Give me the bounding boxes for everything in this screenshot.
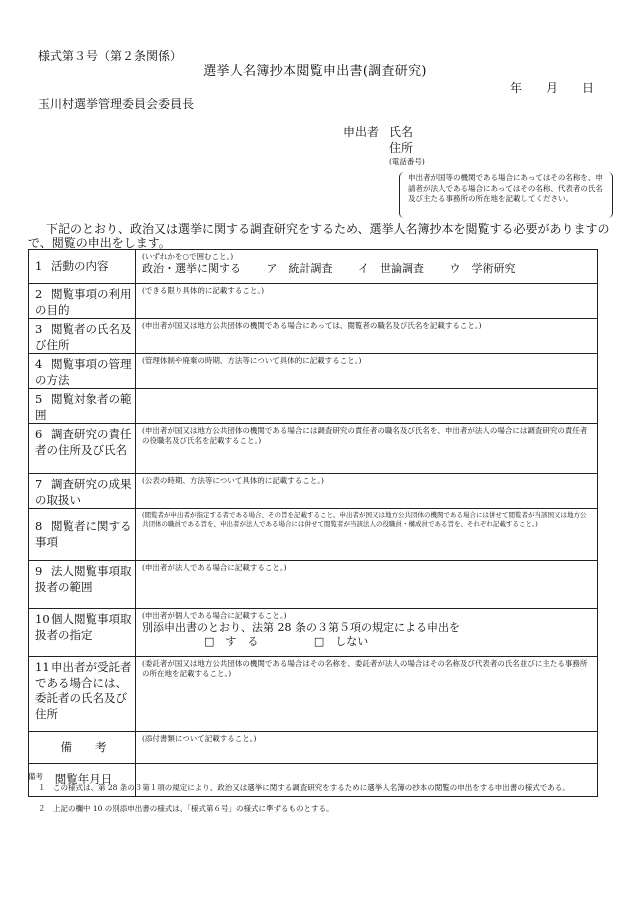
activity-choices <box>142 262 593 276</box>
applicant-address-label: 住所 <box>389 141 414 155</box>
row-label <box>29 509 136 561</box>
form-row-4 <box>29 354 598 389</box>
row-number: 3 <box>35 322 43 336</box>
row-label-text: 個人閲覧事項取扱者の指定 <box>35 612 132 642</box>
form-row-8 <box>29 509 598 561</box>
applicant-phone-label: (電話番号) <box>389 157 425 166</box>
row-label-text: 備 考 <box>60 739 107 754</box>
page-title: 選挙人名簿抄本閲覧申出書(調査研究) <box>203 64 427 79</box>
remarks-item-1: １ この様式は、第 28 条の３第１項の規定により、政治又は選挙に関する調査研究をするために選挙人名簿の抄本の閲覧の申出をする申出書の様式である。 <box>38 783 570 792</box>
applicant-label: 申出者 <box>343 125 380 139</box>
intro-line-2: で、閲覧の申出をします。 <box>28 236 171 250</box>
choice-lead: 政治・選挙に関する <box>142 262 241 275</box>
row-label-text: 法人閲覧事項取扱者の範囲 <box>35 564 132 594</box>
row-label <box>29 732 136 764</box>
row-note: (申出者が国又は地方公共団体の機関である場合には調査研究の責任者の職名及び氏名を、申出者が法人の場合には調査研究の責任者の役職名及び氏名を記載すること。) <box>142 426 588 445</box>
row-label <box>29 609 136 657</box>
choice-opinion-poll[interactable]: イ 世論調査 <box>358 262 424 275</box>
row-label-text: 閲覧年月日 <box>54 772 113 787</box>
row-number: 6 <box>35 427 43 441</box>
date-day-label: 日 <box>582 81 595 95</box>
row-note: (管理体制や廃棄の時期、方法等について具体的に記載すること。) <box>142 356 362 365</box>
bracket-note-text: 申出者が国等の機関である場合にあってはその名称を、申請者が法人である場合にあってはその名称、代表者の氏名及び主たる事務所の所在地を記載してください。 <box>408 173 603 203</box>
proxy-statement: 別添申出書のとおり、法第 28 条の３第５項の規定による申出を <box>142 621 460 634</box>
row-content[interactable] <box>136 561 598 609</box>
row-label-text: 調査研究の成果の取扱い <box>35 477 132 507</box>
date-year-label: 年 <box>510 81 523 95</box>
choice-statistics[interactable]: ア 統計調査 <box>266 262 333 275</box>
row-note: (申出者が法人である場合に記載すること。) <box>142 563 287 572</box>
proxy-options <box>142 635 593 649</box>
form-row-10 <box>29 609 598 657</box>
form-row-7 <box>29 474 598 509</box>
row-label-text: 申出者が受託者である場合には、委託者の氏名及び住所 <box>35 660 132 721</box>
row-number: 2 <box>35 287 43 301</box>
row-content[interactable] <box>136 732 598 764</box>
row-number: 5 <box>35 392 43 406</box>
row-label <box>29 354 136 389</box>
form-row-5 <box>29 389 598 424</box>
row-label-text: 閲覧対象者の範囲 <box>35 392 132 422</box>
form-row-3 <box>29 319 598 354</box>
form-row-9 <box>29 561 598 609</box>
form-row-2 <box>29 284 598 319</box>
row-number: 7 <box>35 477 43 491</box>
row-number: 4 <box>35 357 43 371</box>
row-label-text: 閲覧事項の利用の目的 <box>35 287 132 317</box>
row-label-text: 閲覧者に関する事項 <box>35 519 132 549</box>
row-label <box>29 474 136 509</box>
addressee: 玉川村選挙管理委員会委員長 <box>38 97 195 111</box>
applicant-bracket-note <box>399 172 613 218</box>
option-no-checkbox[interactable]: □ しない <box>313 635 369 648</box>
row-label <box>29 284 136 319</box>
row-label <box>29 250 136 284</box>
remarks-item-2: ２ 上記の欄中 10 の別添申出書の様式は、「様式第６号」の様式に準ずるものとする。 <box>38 804 334 813</box>
row-content[interactable] <box>136 389 598 424</box>
row-content[interactable] <box>136 319 598 354</box>
row-note: (申出者が個人である場合に記載すること。) <box>142 611 287 620</box>
row-label <box>29 389 136 424</box>
choice-academic[interactable]: ウ 学術研究 <box>449 262 516 275</box>
row-label <box>29 657 136 732</box>
row-note: (委託者が国又は地方公共団体の機関である場合はその名称を、委託者が法人の場合はその名称及び代表者の氏名並びに主たる事務所の所在地を記載すること。) <box>142 659 588 678</box>
row-number: 11 <box>35 660 50 674</box>
row-content[interactable] <box>136 657 598 732</box>
row-label-text: 調査研究の責任者の住所及び氏名 <box>35 427 132 457</box>
row-label-text: 閲覧事項の管理の方法 <box>35 357 132 387</box>
row-content[interactable] <box>136 509 598 561</box>
date-month-label: 月 <box>546 81 559 95</box>
application-form-table <box>28 249 598 797</box>
row-content[interactable] <box>136 354 598 389</box>
row-label <box>29 561 136 609</box>
form-number: 様式第３号（第２条関係） <box>38 49 183 63</box>
row-note: (閲覧者が申出者が指定する者である場合、その旨を記載すること。申出者が国又は地方公共団体の機関である場合には併せて閲覧者が当該国又は地方公共団体の職員である旨を、申出者が法人である場合には併せて閲覧者が当該法人の役職員・構成員である旨を、それぞれ記載すること。) <box>142 511 587 528</box>
form-row-1 <box>29 250 598 284</box>
row-number: 10 <box>35 612 50 626</box>
row-label-text: 閲覧者の氏名及び住所 <box>35 322 132 352</box>
form-row-6 <box>29 424 598 474</box>
row-note: (いずれかを○で囲むこと。) <box>142 252 234 261</box>
row-label <box>29 319 136 354</box>
row-label <box>29 424 136 474</box>
row-note: (申出者が国又は地方公共団体の機関である場合にあっては、閲覧者の職名及び氏名を記載すること。) <box>142 321 482 330</box>
form-row-remarks <box>29 732 598 764</box>
row-content[interactable] <box>136 424 598 474</box>
row-content[interactable] <box>136 609 598 657</box>
row-number: 9 <box>35 564 43 578</box>
row-content[interactable] <box>136 284 598 319</box>
row-label-text: 活動の内容 <box>51 258 109 273</box>
row-content[interactable] <box>136 250 598 284</box>
intro-line-1: 下記のとおり、政治又は選挙に関する調査研究をするため、選挙人名簿抄本を閲覧する必要がありますの <box>46 222 610 236</box>
remarks-heading: 備考 <box>28 772 43 781</box>
row-content[interactable] <box>136 474 598 509</box>
option-yes-checkbox[interactable]: □ す る <box>204 635 259 648</box>
row-note: (公表の時期、方法等について具体的に記載すること。) <box>142 476 324 485</box>
applicant-name-label: 氏名 <box>389 125 414 139</box>
row-note: (添付書類について記載すること。) <box>142 734 257 743</box>
row-number: 8 <box>35 519 43 533</box>
form-row-11 <box>29 657 598 732</box>
row-number: 1 <box>35 258 43 273</box>
row-note: (できる限り具体的に記載すること。) <box>142 286 265 295</box>
